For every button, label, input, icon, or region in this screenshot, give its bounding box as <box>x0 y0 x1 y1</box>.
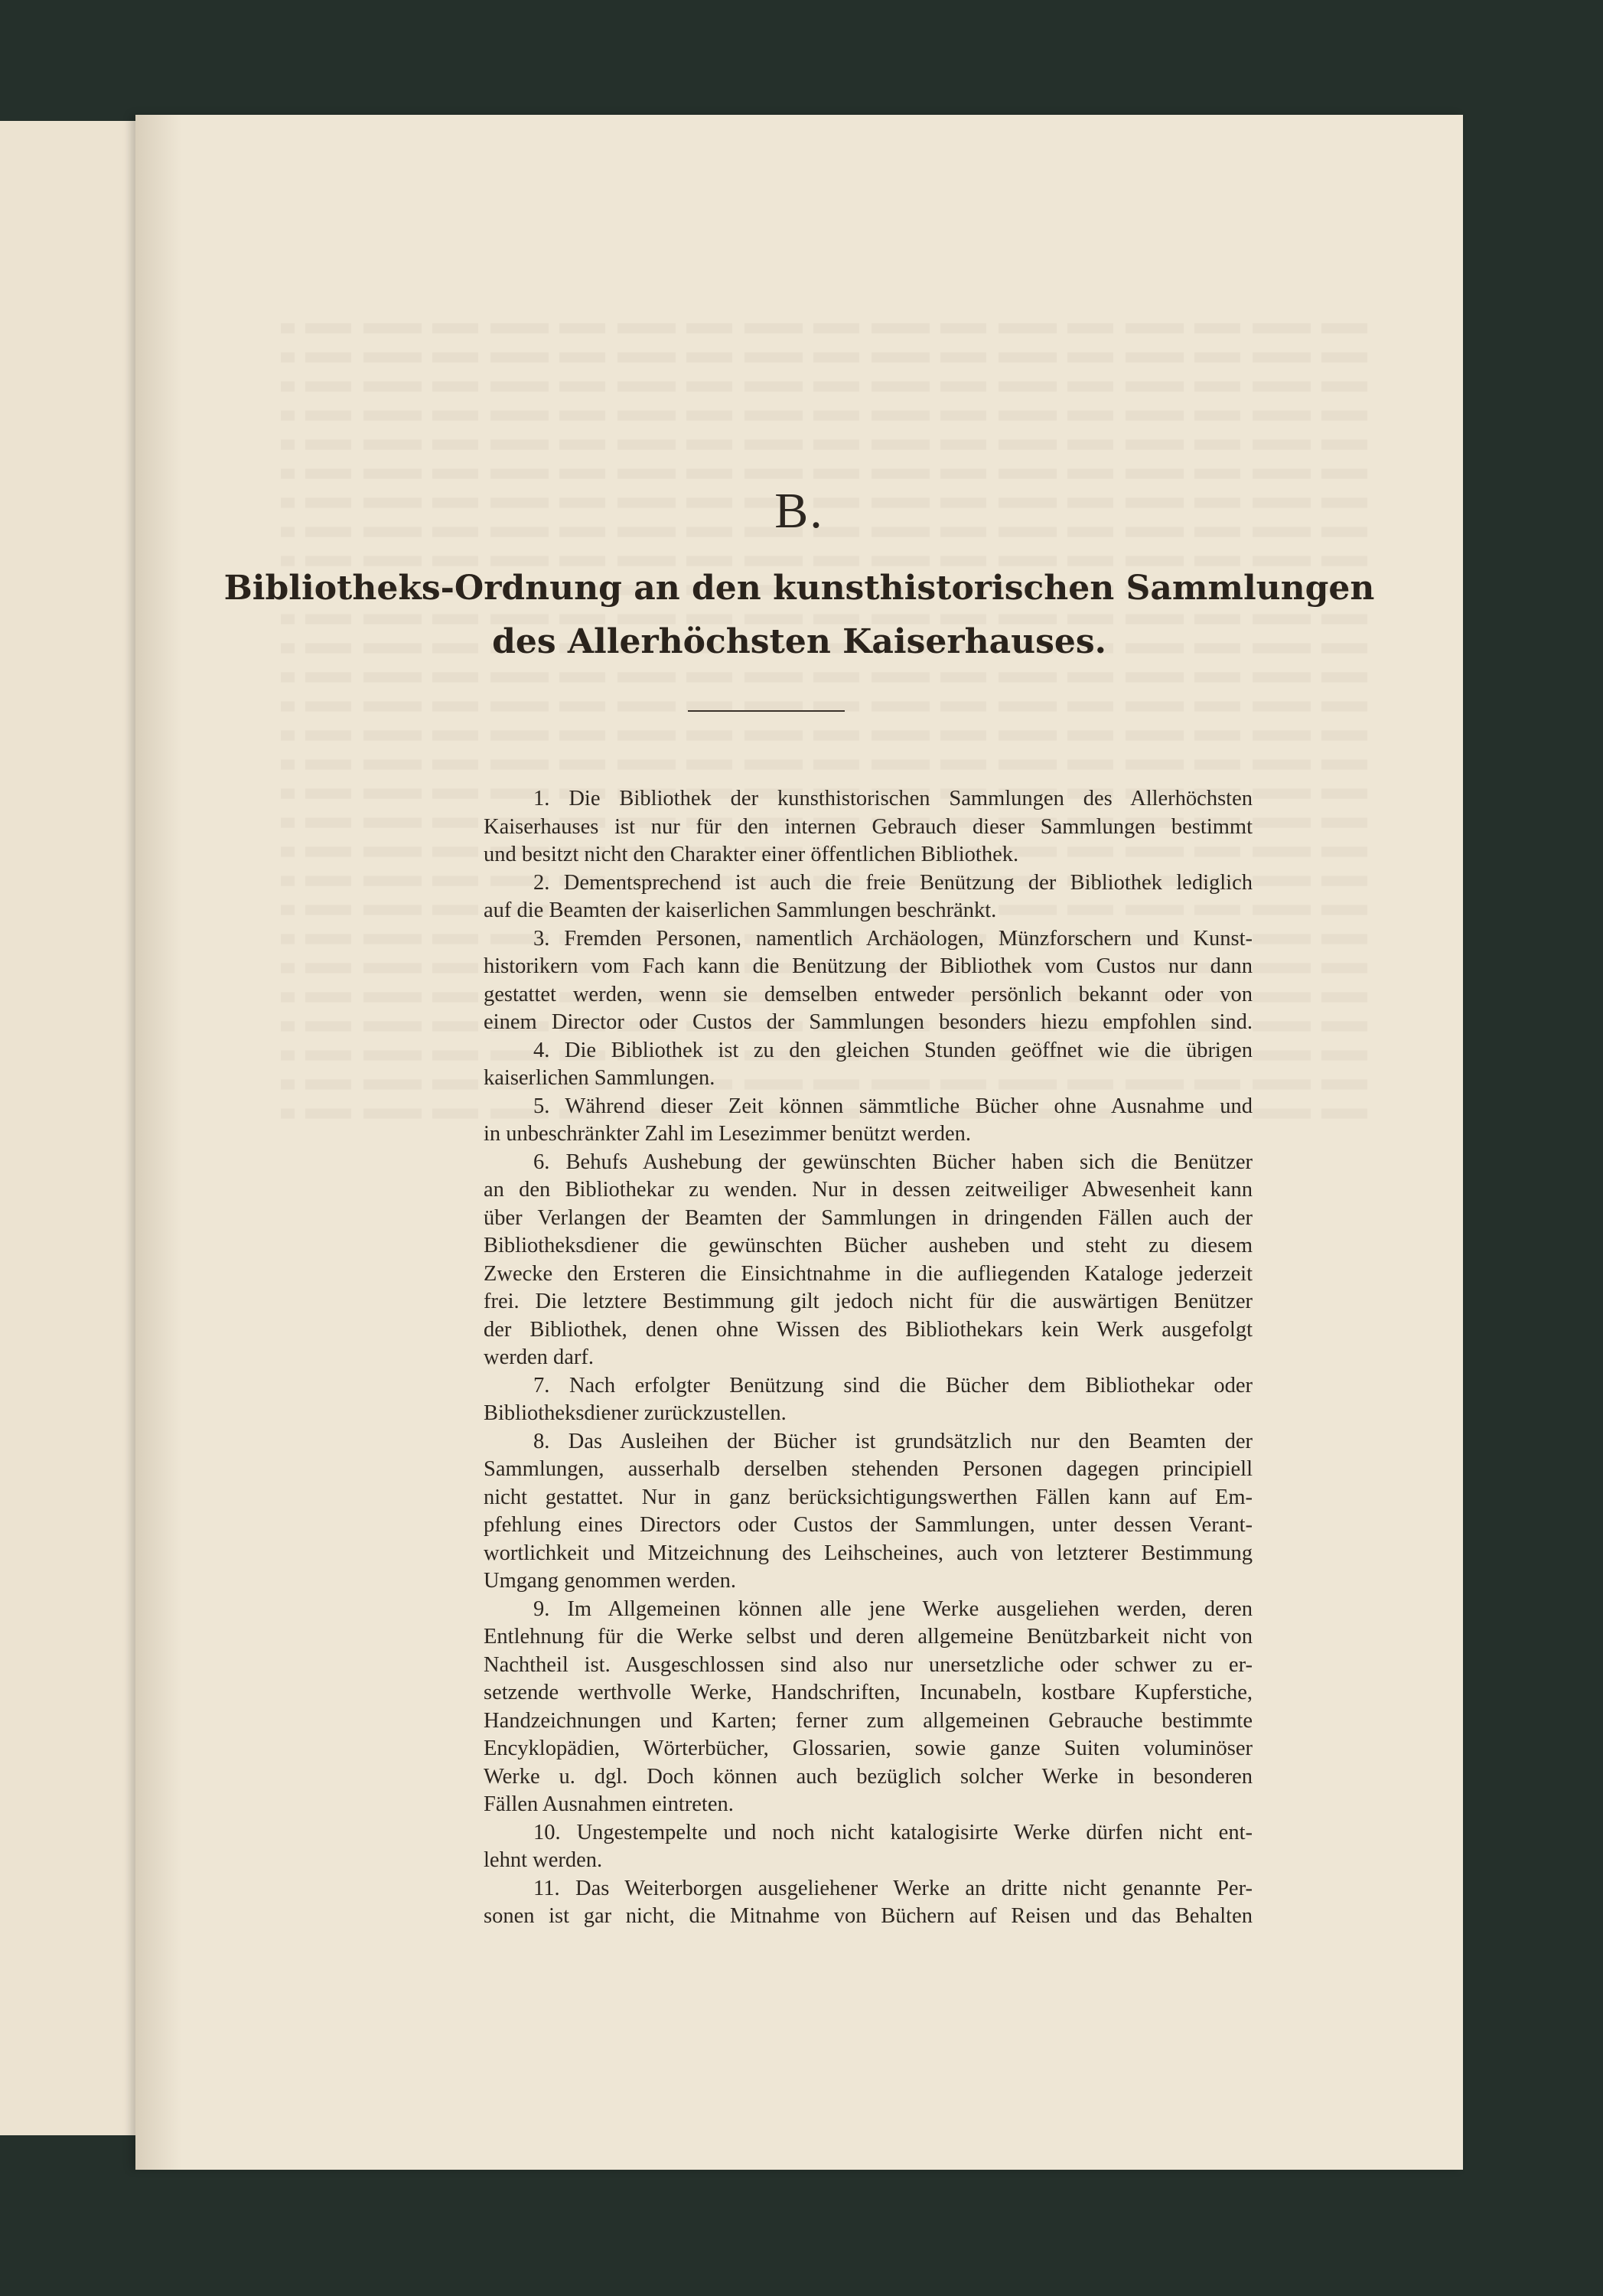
text-line: 4. Die Bibliothek ist zu den gleichen Stunden geöffnet wie die übrigen <box>533 1038 1253 1062</box>
text-line: werden darf. <box>484 1345 595 1369</box>
page-title-line-2: des Allerhöchsten Kaiserhauses. <box>492 622 1106 661</box>
text-line: in unbeschränkter Zahl im Lesezimmer benützt werden. <box>484 1122 972 1146</box>
text-line: 6. Behufs Aushebung der gewünschten Bücher haben sich die Benützer <box>533 1150 1253 1174</box>
section-letter: B. <box>774 483 824 539</box>
regulations-body <box>484 785 1253 1931</box>
text-line: Fällen Ausnahmen eintreten. <box>484 1792 734 1816</box>
text-line: der Bibliothek, denen ohne Wissen des Bibliothekars kein Werk ausgefolgt <box>484 1317 1253 1342</box>
text-line: über Verlangen der Beamten der Sammlungen in dringenden Fällen auch der <box>484 1205 1253 1230</box>
text-line: setzende werthvolle Werke, Handschriften, Incunabeln, kostbare Kupferstiche, <box>484 1681 1253 1704</box>
text-line: Sammlungen, ausserhalb derselben stehenden Personen dagegen principiell <box>484 1457 1253 1481</box>
text-line: Zwecke den Ersteren die Einsichtnahme in die aufliegenden Kataloge jederzeit <box>484 1261 1253 1286</box>
text-line: 11. Das Weiterborgen ausgeliehener Werke an dritte nicht genannte Per- <box>533 1876 1253 1900</box>
text-line: Entlehnung für die Werke selbst und deren allgemeine Benützbarkeit nicht von <box>484 1625 1253 1649</box>
left-page-edge <box>0 121 155 2135</box>
text-line: sonen ist gar nicht, die Mitnahme von Büchern auf Reisen und das Behalten <box>484 1904 1253 1928</box>
text-line: lehnt werden. <box>484 1848 603 1872</box>
text-line: 1. Die Bibliothek der kunsthistorischen Sammlungen des Allerhöchsten <box>533 787 1253 810</box>
text-line: Bibliotheksdiener die gewünschten Bücher ausheben und steht zu diesem <box>484 1234 1253 1257</box>
text-line: 5. Während dieser Zeit können sämmtliche Bücher ohne Ausnahme und <box>533 1094 1253 1118</box>
text-line: Bibliotheksdiener zurückzustellen. <box>484 1401 787 1425</box>
text-line: Handzeichnungen und Karten; ferner zum allgemeinen Gebrauche bestimmte <box>484 1708 1253 1733</box>
text-line: kaiserlichen Sammlungen. <box>484 1066 715 1090</box>
text-line: 2. Dementsprechend ist auch die freie Benützung der Bibliothek lediglich <box>533 870 1253 895</box>
text-line: gestattet werden, wenn sie demselben entweder persönlich bekannt oder von <box>484 982 1253 1006</box>
text-line: 8. Das Ausleihen der Bücher ist grundsätzlich nur den Beamten der <box>533 1429 1253 1453</box>
page-gutter-shadow <box>135 115 181 2170</box>
text-line: pfehlung eines Directors oder Custos der Sammlungen, unter dessen Verant- <box>484 1513 1253 1537</box>
text-line: 10. Ungestempelte und noch nicht katalogisirte Werke dürfen nicht ent- <box>533 1820 1253 1844</box>
text-line: Encyklopädien, Wörterbücher, Glossarien, sowie ganze Suiten voluminöser <box>484 1737 1253 1760</box>
text-line: 3. Fremden Personen, namentlich Archäologen, Münzforschern und Kunst- <box>533 926 1253 951</box>
text-line: 9. Im Allgemeinen können alle jene Werke ausgeliehen werden, deren <box>533 1596 1253 1621</box>
text-line: frei. Die letztere Bestimmung gilt jedoch nicht für die auswärtigen Benützer <box>484 1290 1253 1313</box>
text-line: Nachtheil ist. Ausgeschlossen sind also nur unersetzliche oder schwer zu er- <box>484 1652 1253 1677</box>
text-line: und besitzt nicht den Charakter einer öffentlichen Bibliothek. <box>484 843 1019 866</box>
page-title-line-1: Bibliotheks-Ordnung an den kunsthistorischen Sammlungen <box>223 569 1375 608</box>
text-line: an den Bibliothekar zu wenden. Nur in dessen zeitweiliger Abwesenheit kann <box>484 1178 1253 1202</box>
document-page <box>135 115 1463 2170</box>
text-line: Umgang genommen werden. <box>484 1569 737 1593</box>
text-line: 7. Nach erfolgter Benützung sind die Bücher dem Bibliothekar oder <box>533 1373 1253 1397</box>
text-line: einem Director oder Custos der Sammlungen besonders hiezu empfohlen sind. <box>484 1010 1253 1034</box>
text-line: auf die Beamten der kaiserlichen Sammlungen beschränkt. <box>484 899 997 922</box>
text-line: Kaiserhauses ist nur für den internen Gebrauch dieser Sammlungen bestimmt <box>484 814 1253 839</box>
text-line: Werke u. dgl. Doch können auch bezüglich solcher Werke in besonderen <box>484 1764 1253 1789</box>
text-line: historikern vom Fach kann die Benützung der Bibliothek vom Custos nur dann <box>484 954 1253 978</box>
text-line: wortlichkeit und Mitzeichnung des Leihscheines, auch von letzterer Bestimmung <box>484 1541 1253 1565</box>
title-divider <box>688 710 845 712</box>
text-line: nicht gestattet. Nur in ganz berücksichtigungswerthen Fällen kann auf Em- <box>484 1485 1253 1509</box>
